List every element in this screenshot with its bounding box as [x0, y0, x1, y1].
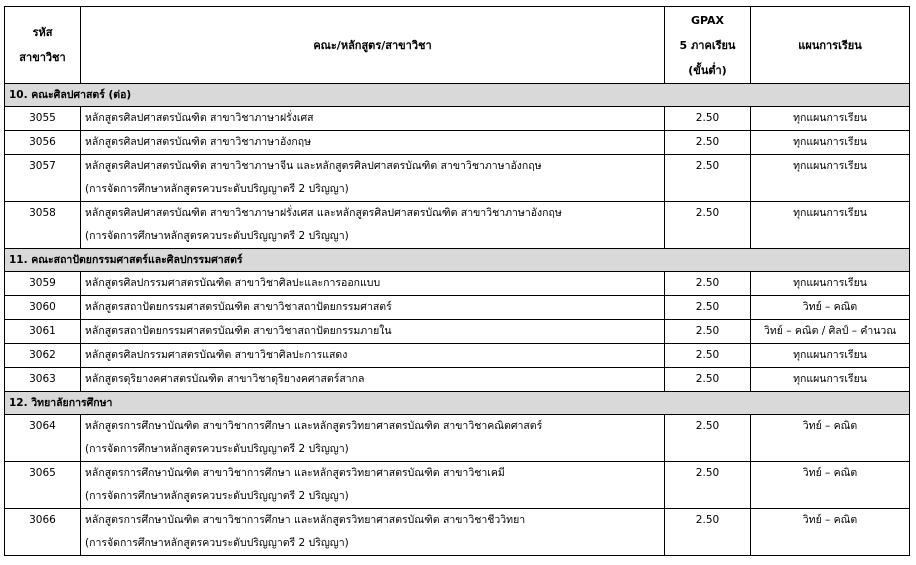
table-row — [5, 107, 910, 131]
program-study-plan: วิทย์ – คณิต — [751, 462, 910, 509]
program-name — [81, 462, 665, 509]
program-name-line: หลักสูตรศิลปกรรมศาสตรบัณฑิต สาขาวิชาศิลปะการแสดง — [85, 349, 348, 361]
header-code — [5, 7, 81, 84]
program-code: 3063 — [5, 368, 81, 392]
program-gpax: 2.50 — [665, 509, 751, 556]
header-study-plan: แผนการเรียน — [751, 7, 910, 84]
program-code: 3065 — [5, 462, 81, 509]
program-name-line: หลักสูตรการศึกษาบัณฑิต สาขาวิชาการศึกษา และหลักสูตรวิทยาศาสตรบัณฑิต สาขาวิชาชีววิทยา — [85, 514, 526, 526]
program-name — [81, 272, 665, 296]
program-study-plan: ทุกแผนการเรียน — [751, 131, 910, 155]
program-name — [81, 415, 665, 462]
table-row — [5, 155, 910, 202]
header-gpax-line1: GPAX — [690, 13, 725, 27]
table-row — [5, 368, 910, 392]
program-gpax: 2.50 — [665, 415, 751, 462]
program-gpax: 2.50 — [665, 296, 751, 320]
header-code-line1: รหัส — [32, 26, 53, 39]
program-name — [81, 509, 665, 556]
program-code: 3059 — [5, 272, 81, 296]
program-gpax: 2.50 — [665, 368, 751, 392]
program-name — [81, 320, 665, 344]
program-name-line: หลักสูตรศิลปศาสตรบัณฑิต สาขาวิชาภาษาจีน และหลักสูตรศิลปศาสตรบัณฑิต สาขาวิชาภาษาอังกฤษ — [85, 160, 542, 172]
program-code: 3057 — [5, 155, 81, 202]
program-table — [4, 6, 910, 556]
program-code: 3066 — [5, 509, 81, 556]
section-title: 10. คณะศิลปศาสตร์ (ต่อ) — [5, 84, 910, 107]
program-name-line: หลักสูตรศิลปศาสตรบัณฑิต สาขาวิชาภาษาฝรั่งเศส — [85, 112, 314, 124]
program-note-line: (การจัดการศึกษาหลักสูตรควบระดับปริญญาตรี 2 ปริญญา) — [85, 490, 349, 502]
program-gpax: 2.50 — [665, 462, 751, 509]
program-gpax: 2.50 — [665, 344, 751, 368]
program-name-line: หลักสูตรดุริยางคศาสตรบัณฑิต สาขาวิชาดุริยางคศาสตร์สากล — [85, 373, 365, 385]
header-gpax-line3: (ขั้นต่ำ) — [688, 63, 727, 77]
program-code: 3060 — [5, 296, 81, 320]
program-name-line: หลักสูตรศิลปศาสตรบัณฑิต สาขาวิชาภาษาอังกฤษ — [85, 136, 312, 148]
table-row — [5, 415, 910, 462]
program-note-line: (การจัดการศึกษาหลักสูตรควบระดับปริญญาตรี 2 ปริญญา) — [85, 183, 349, 195]
program-name-line: หลักสูตรการศึกษาบัณฑิต สาขาวิชาการศึกษา และหลักสูตรวิทยาศาสตรบัณฑิต สาขาวิชาเคมี — [85, 467, 505, 479]
program-gpax: 2.50 — [665, 202, 751, 249]
program-study-plan: ทุกแผนการเรียน — [751, 107, 910, 131]
program-name — [81, 131, 665, 155]
program-code: 3062 — [5, 344, 81, 368]
program-study-plan: วิทย์ – คณิต — [751, 415, 910, 462]
program-study-plan: ทุกแผนการเรียน — [751, 344, 910, 368]
table-row — [5, 320, 910, 344]
program-code: 3058 — [5, 202, 81, 249]
program-code: 3056 — [5, 131, 81, 155]
header-code-line2: สาขาวิชา — [19, 51, 66, 64]
header-gpax-line2: 5 ภาคเรียน — [679, 38, 736, 52]
program-gpax: 2.50 — [665, 155, 751, 202]
program-name-line: หลักสูตรการศึกษาบัณฑิต สาขาวิชาการศึกษา และหลักสูตรวิทยาศาสตรบัณฑิต สาขาวิชาคณิตศาสตร์ — [85, 420, 543, 432]
table-row — [5, 272, 910, 296]
section-header-row — [5, 84, 910, 107]
program-name — [81, 368, 665, 392]
table-row — [5, 202, 910, 249]
program-code: 3064 — [5, 415, 81, 462]
table-row — [5, 462, 910, 509]
table-body — [5, 84, 910, 556]
program-code: 3055 — [5, 107, 81, 131]
program-name-line: หลักสูตรสถาปัตยกรรมศาสตรบัณฑิต สาขาวิชาสถาปัตยกรรมภายใน — [85, 325, 392, 337]
program-name — [81, 155, 665, 202]
program-study-plan: ทุกแผนการเรียน — [751, 155, 910, 202]
section-title: 12. วิทยาลัยการศึกษา — [5, 392, 910, 415]
program-name-line: หลักสูตรศิลปกรรมศาสตรบัณฑิต สาขาวิชาศิลปะและการออกแบบ — [85, 277, 381, 289]
program-gpax: 2.50 — [665, 107, 751, 131]
program-code: 3061 — [5, 320, 81, 344]
table-row — [5, 344, 910, 368]
header-program-name: คณะ/หลักสูตร/สาขาวิชา — [81, 7, 665, 84]
program-study-plan: ทุกแผนการเรียน — [751, 272, 910, 296]
program-name — [81, 344, 665, 368]
program-study-plan: วิทย์ – คณิต — [751, 509, 910, 556]
table-row — [5, 509, 910, 556]
program-name — [81, 107, 665, 131]
program-gpax: 2.50 — [665, 272, 751, 296]
program-study-plan: วิทย์ – คณิต / ศิลป์ – คำนวณ — [751, 320, 910, 344]
program-note-line: (การจัดการศึกษาหลักสูตรควบระดับปริญญาตรี 2 ปริญญา) — [85, 230, 349, 242]
program-study-plan: ทุกแผนการเรียน — [751, 368, 910, 392]
table-row — [5, 131, 910, 155]
program-name-line: หลักสูตรสถาปัตยกรรมศาสตรบัณฑิต สาขาวิชาสถาปัตยกรรมศาสตร์ — [85, 301, 392, 313]
program-study-plan: ทุกแผนการเรียน — [751, 202, 910, 249]
table-header-row — [5, 7, 910, 84]
header-gpax — [665, 7, 751, 84]
section-header-row — [5, 392, 910, 415]
program-note-line: (การจัดการศึกษาหลักสูตรควบระดับปริญญาตรี 2 ปริญญา) — [85, 537, 349, 549]
section-header-row — [5, 249, 910, 272]
program-name-line: หลักสูตรศิลปศาสตรบัณฑิต สาขาวิชาภาษาฝรั่งเศส และหลักสูตรศิลปศาสตรบัณฑิต สาขาวิชาภาษาอังกฤษ — [85, 207, 562, 219]
section-title: 11. คณะสถาปัตยกรรมศาสตร์และศิลปกรรมศาสตร์ — [5, 249, 910, 272]
program-gpax: 2.50 — [665, 320, 751, 344]
program-note-line: (การจัดการศึกษาหลักสูตรควบระดับปริญญาตรี 2 ปริญญา) — [85, 443, 349, 455]
program-study-plan: วิทย์ – คณิต — [751, 296, 910, 320]
program-name — [81, 202, 665, 249]
program-name — [81, 296, 665, 320]
table-row — [5, 296, 910, 320]
program-gpax: 2.50 — [665, 131, 751, 155]
